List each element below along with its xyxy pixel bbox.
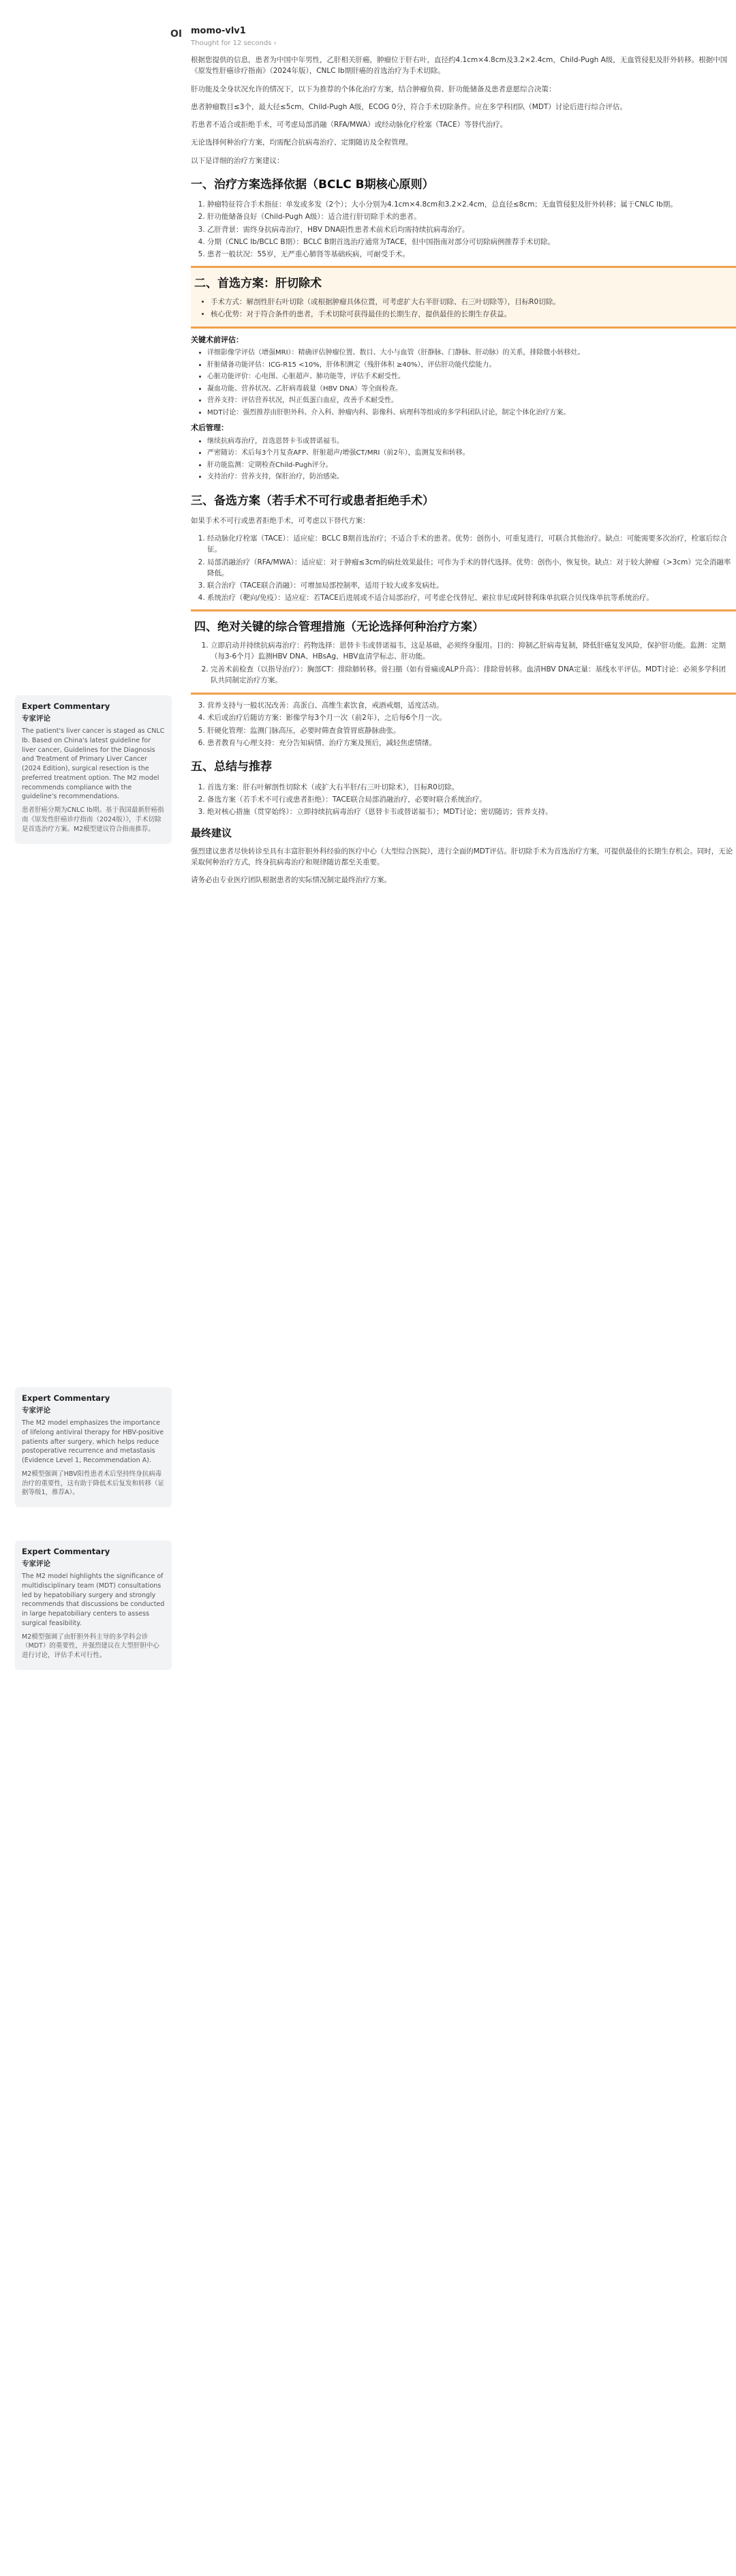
list-item: • 继续抗病毒治疗，首选恩替卡韦或替诺福韦。 bbox=[207, 436, 736, 447]
list-item: 3. 营养支持与一般状况改善：高蛋白、高维生素饮食，戒酒戒烟，适度活动。 bbox=[207, 700, 736, 711]
thought-toggle[interactable]: Thought for 12 seconds › bbox=[191, 40, 277, 48]
card-text-zh: M2模型强调了由肝胆外科主导的多学科会诊（MDT）的重要性，并强烈建议在大型肝胆中心进行讨论，评估手术可行性。 bbox=[22, 1633, 159, 1660]
section-list bbox=[191, 533, 736, 604]
list-item: 6. 患者教育与心理支持：充分告知病情、治疗方案及预后，减轻焦虑情绪。 bbox=[207, 738, 736, 748]
list-item: 1. 肿瘤特征符合手术指征：单发或多发（2个）；大小分别为4.1cm×4.8cm和3.2×2.4cm，总直径≤8cm；无血管侵犯及肝外转移；属于CNLC Ib期。 bbox=[207, 199, 736, 210]
section-lead: 如果手术不可行或患者拒绝手术，可考虑以下替代方案： bbox=[191, 516, 370, 525]
subheading: 关键术前评估： bbox=[191, 335, 243, 345]
final-paragraph: 请务必由专业医疗团队根据患者的实际情况制定最终治疗方案。 bbox=[191, 876, 391, 885]
list-item: 2. 完善术前检查（以指导治疗）：胸部CT：排除肺转移。骨扫描（如有骨痛或ALP升高）：排除骨转移。血清HBV DNA定量：基线水平评估。MDT讨论：必须多学科团队共同制定治疗方案。 bbox=[211, 664, 733, 686]
section-list bbox=[191, 348, 736, 418]
list-item: • 详细影像学评估（增强MRI）：精确评估肿瘤位置、数目、大小与血管（肝静脉、门静脉、肝动脉）的关系，排除微小转移灶。 bbox=[207, 348, 736, 359]
section-heading: 三、备选方案（若手术不可行或患者拒绝手术） bbox=[191, 494, 434, 508]
card-title: Expert Commentary bbox=[22, 701, 110, 711]
list-item: 4. 分期（CNLC Ib/BCLC B期）：BCLC B期首选治疗通常为TACE，但中国指南对部分可切除病例推荐手术切除。 bbox=[207, 237, 736, 247]
highlight-box bbox=[191, 266, 736, 329]
intro-paragraph: 肝功能及全身状况允许的情况下，以下为推荐的个体化治疗方案，结合肿瘤负荷、肝功能储备及患者意愿综合决策： bbox=[191, 85, 556, 93]
list-item: • 支持治疗：营养支持，保肝治疗，防治感染。 bbox=[207, 472, 736, 483]
intro-paragraph: 患者肿瘤数目≤3个，最大径≤5cm，Child-Pugh A级，ECOG 0分，符合手术切除条件。应在多学科团队（MDT）讨论后进行综合评估。 bbox=[191, 102, 627, 111]
highlight-box bbox=[191, 609, 736, 695]
section-list bbox=[191, 782, 736, 818]
final-heading: 最终建议 bbox=[191, 827, 232, 840]
section-heading: 一、治疗方案选择依据（BCLC B期核心原则） bbox=[191, 177, 434, 192]
card-text-en: The M2 model highlights the significance of multidisciplinary team (MDT) consultations led by hepatobiliary surgery and strongly recommends that discussions be conducted in large hepatobiliary centers to assess surgical feasibility. bbox=[22, 1573, 165, 1627]
model-name: momo-vlv1 bbox=[191, 26, 246, 36]
section-heading: 二、首选方案：肝切除术 bbox=[194, 276, 322, 290]
list-item: 1. 立即启动并持续抗病毒治疗：药物选择：恩替卡韦或替诺福韦，这是基础，必须终身服用。目的：抑制乙肝病毒复制，降低肝癌复发风险，保护肝功能。监测：定期（每3-6个月）监测HBV DNA、HBsAg、HBV血清学标志、肝功能。 bbox=[211, 640, 733, 663]
list-item: 4. 系统治疗（靶向/免疫）：适应症：若TACE后进展或不适合局部治疗，可考虑仑伐替尼、索拉非尼或阿替利珠单抗联合贝伐珠单抗等系统治疗。 bbox=[207, 592, 736, 603]
list-item: 5. 肝硬化管理：监测门脉高压，必要时筛查食管胃底静脉曲张。 bbox=[207, 725, 736, 736]
card-title: Expert Commentary bbox=[22, 1393, 110, 1403]
card-subtitle: 专家评论 bbox=[22, 1559, 50, 1568]
intro-paragraph: 若患者不适合或拒绝手术，可考虑局部消融（RFA/MWA）或经动脉化疗栓塞（TACE）等替代治疗。 bbox=[191, 121, 508, 130]
section-list bbox=[194, 640, 733, 686]
section-heading: 五、总结与推荐 bbox=[191, 760, 272, 774]
expert-commentary-card bbox=[15, 1387, 172, 1507]
list-item: 4. 术后或治疗后随访方案：影像学每3个月一次（前2年），之后每6个月一次。 bbox=[207, 712, 736, 723]
assistant-message bbox=[191, 55, 736, 2570]
card-text-zh: M2模型强调了HBV阳性患者术后坚持终身抗病毒治疗的重要性，这有助于降低术后复发和转移（证据等级1，推荐A）。 bbox=[22, 1470, 165, 1497]
card-text-en: The patient's liver cancer is staged as CNLC Ib. Based on China's latest guideline for liver cancer, Guidelines for the Diagnosis and Treatment of Primary Liver Cancer (2024 Edition), surgical resection is the preferred treatment option. The M2 model recommends compliance with the guideline's recommendations. bbox=[22, 727, 165, 801]
final-paragraph: 强烈建议患者尽快转诊至具有丰富肝胆外科经验的医疗中心（大型综合医院），进行全面的MDT评估。肝切除手术为首选治疗方案，可提供最佳的长期生存机会。同时，无论采取何种治疗方式，终身抗病毒治疗和规律随访都至关重要。 bbox=[191, 847, 733, 866]
card-title: Expert Commentary bbox=[22, 1547, 110, 1556]
list-item: 2. 肝功能储备良好（Child-Pugh A级）：适合进行肝切除手术的患者。 bbox=[207, 211, 736, 222]
intro-paragraph: 无论选择何种治疗方案，均需配合抗病毒治疗、定期随访及全程管理。 bbox=[191, 138, 413, 147]
list-item: • 核心优势：对于符合条件的患者，手术切除可获得最佳的长期生存，提供最佳的长期生存获益。 bbox=[211, 309, 733, 320]
list-item: 1. 经动脉化疗栓塞（TACE）：适应症：BCLC B期首选治疗；不适合手术的患者。优势：创伤小，可重复进行，可联合其他治疗。缺点：可能需要多次治疗，栓塞后综合征。 bbox=[207, 533, 736, 556]
app-logo: OI bbox=[170, 29, 183, 40]
card-subtitle: 专家评论 bbox=[22, 1406, 50, 1414]
list-item: 3. 联合治疗（TACE联合消融）：可增加局部控制率，适用于较大或多发病灶。 bbox=[207, 580, 736, 591]
expert-commentary-card bbox=[15, 1541, 172, 1670]
card-text-zh: 患者肝癌分期为CNLC Ib期。基于我国最新肝癌指南《原发性肝癌诊疗指南（2024版）》，手术切除是首选治疗方案。M2模型建议符合指南推荐。 bbox=[22, 806, 164, 833]
list-item: • 严密随访：术后每3个月复查AFP、肝脏超声/增强CT/MRI（前2年），监测复发和转移。 bbox=[207, 448, 736, 459]
expert-commentary-card bbox=[15, 695, 172, 844]
list-item: • 营养支持：评估营养状况，纠正低蛋白血症，改善手术耐受性。 bbox=[207, 395, 736, 406]
card-text-en: The M2 model emphasizes the importance of lifelong antiviral therapy for HBV-positive patients after surgery, which helps reduce postoperative recurrence and metastasis (Evidence Level 1, Recommendation A). bbox=[22, 1419, 164, 1465]
section-list bbox=[194, 297, 733, 320]
list-item: 2. 局部消融治疗（RFA/MWA）：适应症：对于肿瘤≤3cm的病灶效果最佳；可作为手术的替代选择。优势：创伤小，恢复快。缺点：对于较大肿瘤（>3cm）完全消融率降低。 bbox=[207, 557, 736, 579]
message-header bbox=[191, 25, 277, 49]
list-item: • 凝血功能、营养状况、乙肝病毒载量（HBV DNA）等全面检查。 bbox=[207, 384, 736, 395]
section-list bbox=[191, 700, 736, 748]
list-item: 5. 患者一般状况：55岁，无严重心肺肾等基础疾病，可耐受手术。 bbox=[207, 249, 736, 260]
card-subtitle: 专家评论 bbox=[22, 714, 50, 723]
list-item: • 手术方式：解剖性肝右叶切除（或根据肿瘤具体位置，可考虑扩大右半肝切除、右三叶切除等），目标R0切除。 bbox=[211, 297, 733, 307]
list-item: • 心脏功能评价：心电图、心脏超声、肺功能等，评估手术耐受性。 bbox=[207, 372, 736, 382]
section-list bbox=[191, 199, 736, 260]
list-item: • MDT讨论：强烈推荐由肝胆外科、介入科、肿瘤内科、影像科、病理科等组成的多学科团队讨论，制定个体化治疗方案。 bbox=[207, 408, 736, 419]
list-item: • 肝功能监测：定期检查Child-Pugh评分。 bbox=[207, 460, 736, 471]
subheading: 术后管理： bbox=[191, 423, 228, 433]
intro-paragraph: 根据您提供的信息，患者为中国中年男性，乙肝相关肝癌，肿瘤位于肝右叶，直径约4.1cm×4.8cm及3.2×2.4cm，Child-Pugh A级，无血管侵犯及肝外转移。根据中国《原发性肝癌诊疗指南》（2024年版），CNLC Ib期肝癌的首选治疗为手术切除。 bbox=[191, 56, 728, 76]
section-heading: 四、绝对关键的综合管理措施（无论选择何种治疗方案） bbox=[194, 620, 484, 634]
list-item: 1. 首选方案：肝右叶解剖性切除术（或扩大右半肝/右三叶切除术），目标R0切除。 bbox=[207, 782, 736, 793]
list-item: 3. 乙肝背景：需终身抗病毒治疗，HBV DNA阳性患者术前术后均需持续抗病毒治疗。 bbox=[207, 224, 736, 235]
list-item: • 肝脏储备功能评估：ICG-R15 <10%，肝体积测定（残肝体积 ≥40%），评估肝功能代偿能力。 bbox=[207, 360, 736, 371]
intro-paragraph: 以下是详细的治疗方案建议： bbox=[191, 156, 284, 165]
list-item: 2. 备选方案（若手术不可行或患者拒绝）：TACE联合局部消融治疗，必要时联合系统治疗。 bbox=[207, 794, 736, 805]
list-item: 3. 绝对核心措施（贯穿始终）：立即持续抗病毒治疗（恩替卡韦或替诺福韦）；MDT讨论；密切随访；营养支持。 bbox=[207, 806, 736, 817]
section-list bbox=[191, 436, 736, 483]
